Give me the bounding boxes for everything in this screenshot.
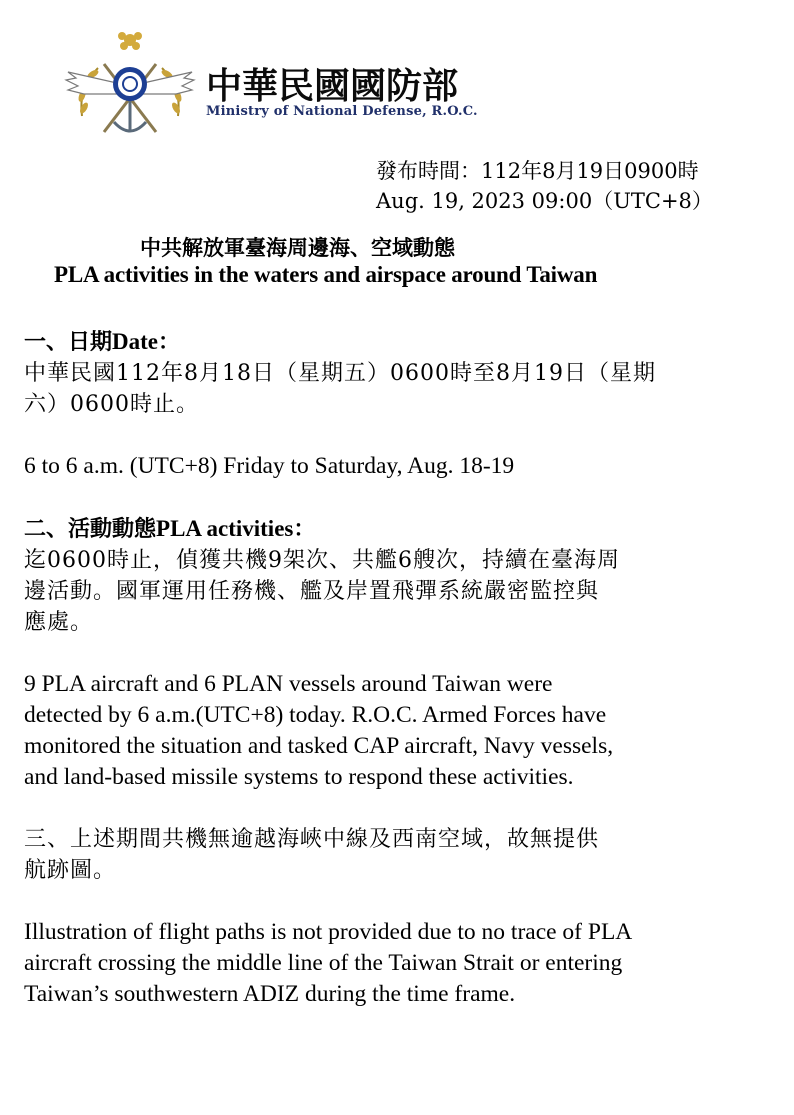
section2-en-line: 9 PLA aircraft and 6 PLAN vessels around Taiwan were [24,671,553,697]
section3-en-line: Illustration of flight paths is not provided due to no trace of PLA [24,919,633,945]
section2-en-line: detected by 6 a.m.(UTC+8) today. R.O.C. Armed Forces have [24,702,607,728]
release-time [376,156,713,216]
section2-en-line: monitored the situation and tasked CAP aircraft, Navy vessels, [24,733,614,759]
section3-zh-line: 三、上述期間共機無逾越海峽中線及西南空域，故無提供 [24,827,600,852]
header [60,28,580,148]
document-body [24,326,784,1010]
title-en: PLA activities in the waters and airspace around Taiwan [54,262,598,287]
section1-zh-line: 六）0600時止。 [24,392,199,417]
section1-en: 6 to 6 a.m. (UTC+8) Friday to Saturday, Aug. 18-19 [24,453,515,479]
section2-en-line: and land-based missile systems to respond these activities. [24,764,574,790]
section2-zh-line: 應處。 [24,610,94,635]
section3-en-line: aircraft crossing the middle line of the Taiwan Strait or entering [24,950,623,976]
org-name-en: Ministry of National Defense, R.O.C. [206,104,478,119]
release-time-zh: 發布時間：112年8月19日0900時 [376,159,699,183]
section1-zh-line: 中華民國112年8月18日（星期五）0600時至8月19日（星期 [24,361,656,386]
release-time-en: Aug. 19, 2023 09:00（UTC+8） [376,189,713,213]
section2-heading-prefix: 二、活動動態 [24,516,157,542]
section1-heading-suffix: ： [158,329,181,355]
section1-heading [24,326,784,358]
title-zh: 中共解放軍臺海周邊海、空域動態 [140,235,455,260]
section2-zh-line: 邊活動。國軍運用任務機、艦及岸置飛彈系統嚴密監控與 [24,579,600,604]
section2-heading [24,513,784,545]
section1-heading-prefix: 一、日期 [24,329,113,355]
ministry-emblem-icon [60,28,200,148]
section2-heading-suffix: ： [293,516,316,542]
section3-zh-line: 航跡圖。 [24,858,117,883]
section2-zh-line: 迄0600時止，偵獲共機9架次、共艦6艘次，持續在臺海周 [24,548,620,573]
section1-heading-en: Date [112,329,158,354]
org-name-zh: 中華民國國防部 [206,66,459,107]
section2-heading-en: PLA activities [156,516,294,541]
section3-en-line: Taiwan’s southwestern ADIZ during the time frame. [24,981,516,1007]
